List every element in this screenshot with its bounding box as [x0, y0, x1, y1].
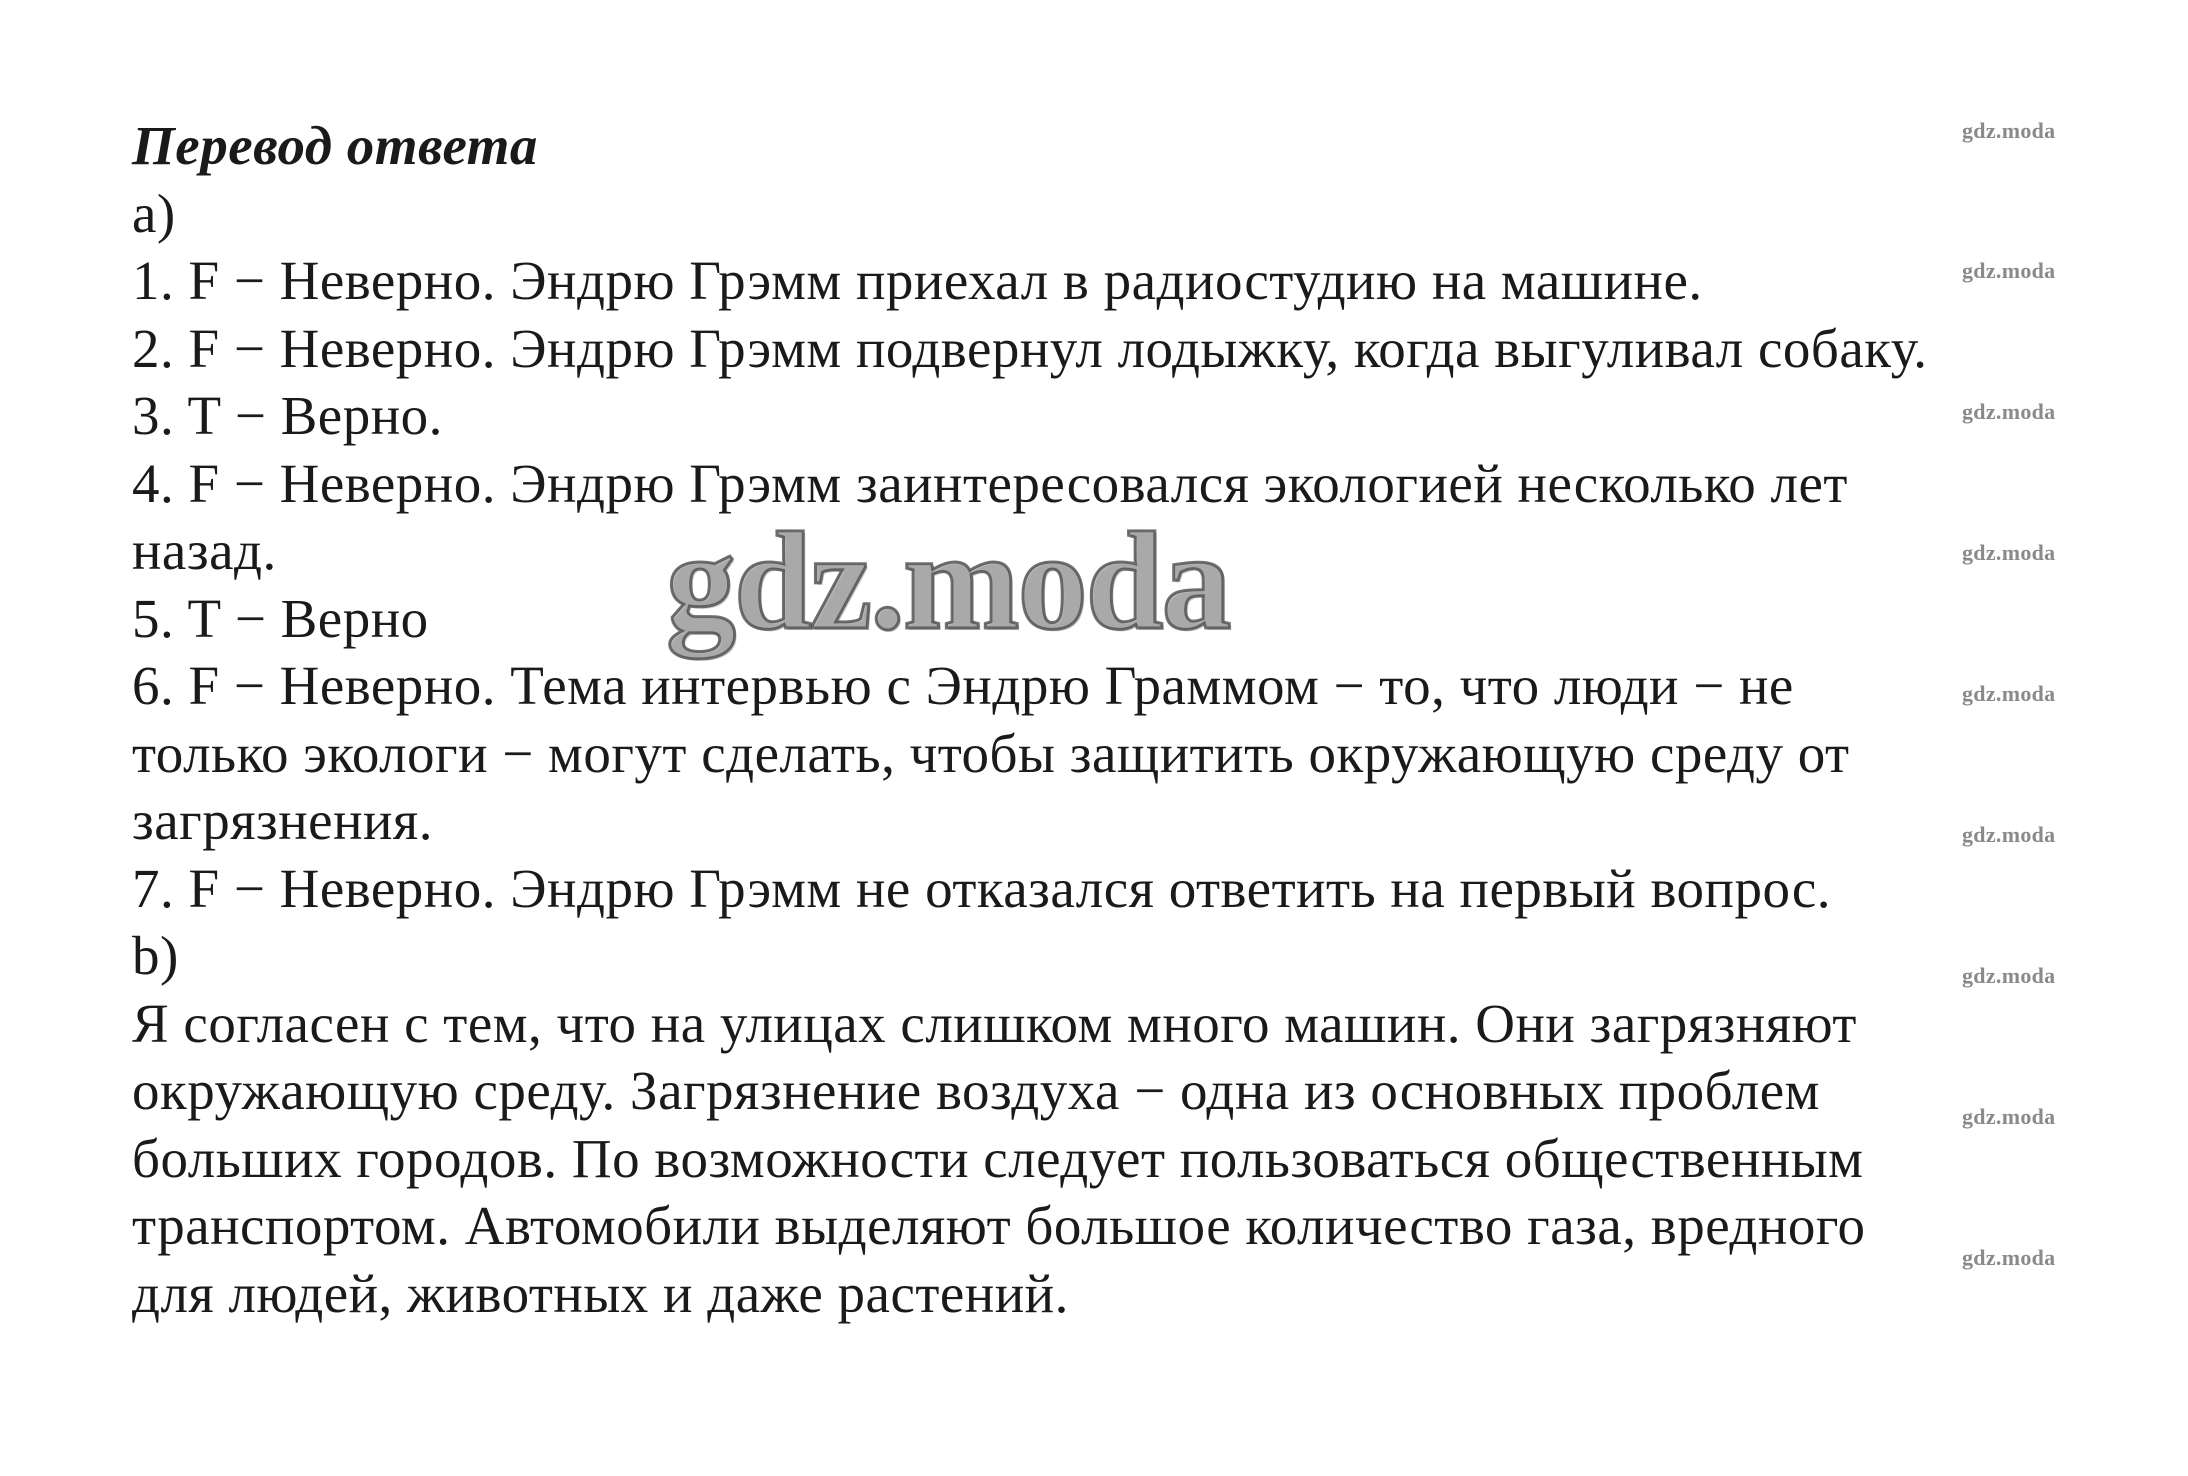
small-watermark: gdz.moda	[1962, 540, 2056, 565]
answer-2: 2. F − Неверно. Эндрю Грэмм подвернул лодыжку, когда выгуливал собаку.	[132, 317, 1928, 379]
answer-1: 1. F − Неверно. Эндрю Грэмм приехал в радиостудию на машине.	[132, 250, 1703, 311]
large-watermark: gdz.moda	[666, 504, 1230, 659]
small-watermark: gdz.moda	[1962, 681, 2056, 706]
section-b-label: b)	[132, 925, 179, 986]
answer-5: 5. T − Верно	[132, 587, 429, 649]
paragraph-b-line-5: для людей, животных и даже растений.	[132, 1262, 1069, 1324]
small-watermark: gdz.moda	[1962, 963, 2056, 988]
small-watermark: gdz.moda	[1962, 399, 2056, 424]
paragraph-b-line-4: транспортом. Автомобили выделяют большое количество газа, вредного	[132, 1195, 1866, 1256]
answer-6-line-3: загрязнения.	[132, 790, 433, 851]
small-watermark: gdz.moda	[1962, 822, 2056, 847]
answer-3: 3. T − Верно.	[132, 385, 443, 446]
answer-6-line-1: 6. F − Неверно. Тема интервью с Эндрю Граммом − то, что люди − не	[132, 655, 1794, 716]
paragraph-b-line-2: окружающую среду. Загрязнение воздуха − одна из основных проблем	[132, 1060, 1820, 1121]
small-watermark: gdz.moda	[1962, 258, 2056, 283]
paragraph-b-line-1: Я согласен с тем, что на улицах слишком много машин. Они загрязняют	[132, 992, 1857, 1054]
small-watermark: gdz.moda	[1962, 1104, 2056, 1129]
paragraph-b-line-3: больших городов. По возможности следует пользоваться общественным	[132, 1127, 1864, 1189]
document-title: Перевод ответа	[132, 115, 538, 176]
answer-4-line-2: назад.	[132, 520, 277, 581]
small-watermark: gdz.moda	[1962, 118, 2056, 143]
section-a-label: a)	[132, 182, 176, 244]
small-watermark: gdz.moda	[1962, 1245, 2056, 1270]
answer-4-line-1: 4. F − Неверно. Эндрю Грэмм заинтересовался экологией несколько лет	[132, 452, 1848, 514]
answer-7: 7. F − Неверно. Эндрю Грэмм не отказался ответить на первый вопрос.	[132, 857, 1832, 919]
document-body	[132, 112, 2092, 1327]
answer-6-line-2: только экологи − могут сделать, чтобы защитить окружающую среду от	[132, 722, 1850, 784]
